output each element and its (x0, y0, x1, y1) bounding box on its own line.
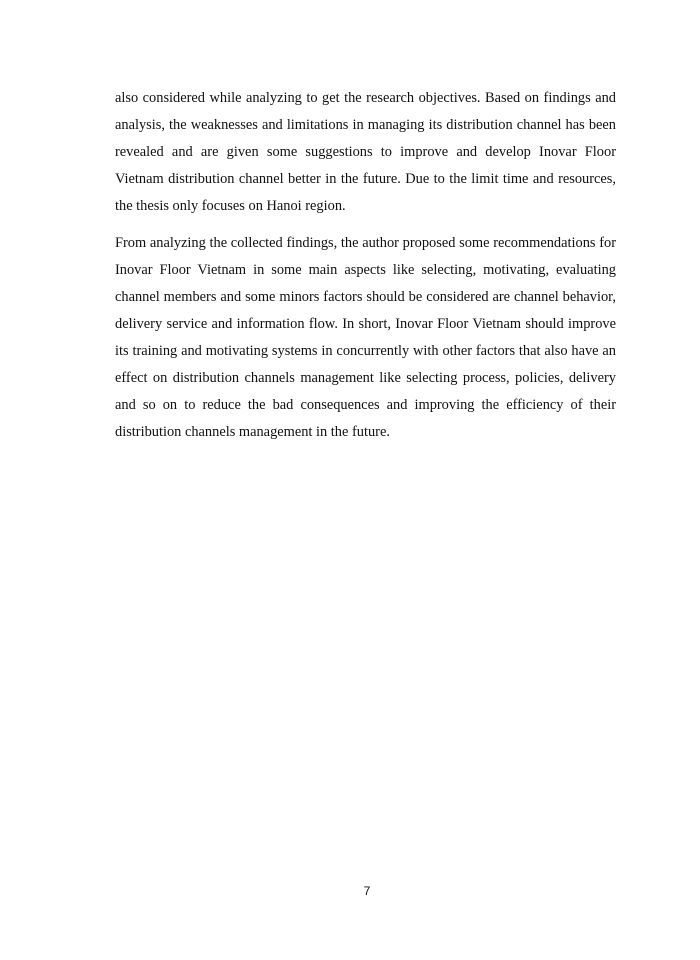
page-number: 7 (363, 884, 371, 898)
paragraph-2: From analyzing the collected findings, the author proposed some recommendations for Inovar Floor Vietnam in some main aspects like selecting, motivating, evaluating channel members and some minors factors should be considered are channel behavior, delivery service and information flow. In short, Inovar Floor Vietnam should improve its training and motivating systems in concurrently with other factors that also have an effect on distribution channels management like selecting process, policies, delivery and so on to reduce the bad consequences and improving the efficiency of their distribution channels management in the future. (115, 235, 616, 440)
body-text (115, 85, 616, 456)
paragraph-1: also considered while analyzing to get the research objectives. Based on findings and analysis, the weaknesses and limitations in managing its distribution channel has been revealed and are given some suggestions to improve and develop Inovar Floor Vietnam distribution channel better in the future. Due to the limit time and resources, the thesis only focuses on Hanoi region. (115, 90, 616, 214)
